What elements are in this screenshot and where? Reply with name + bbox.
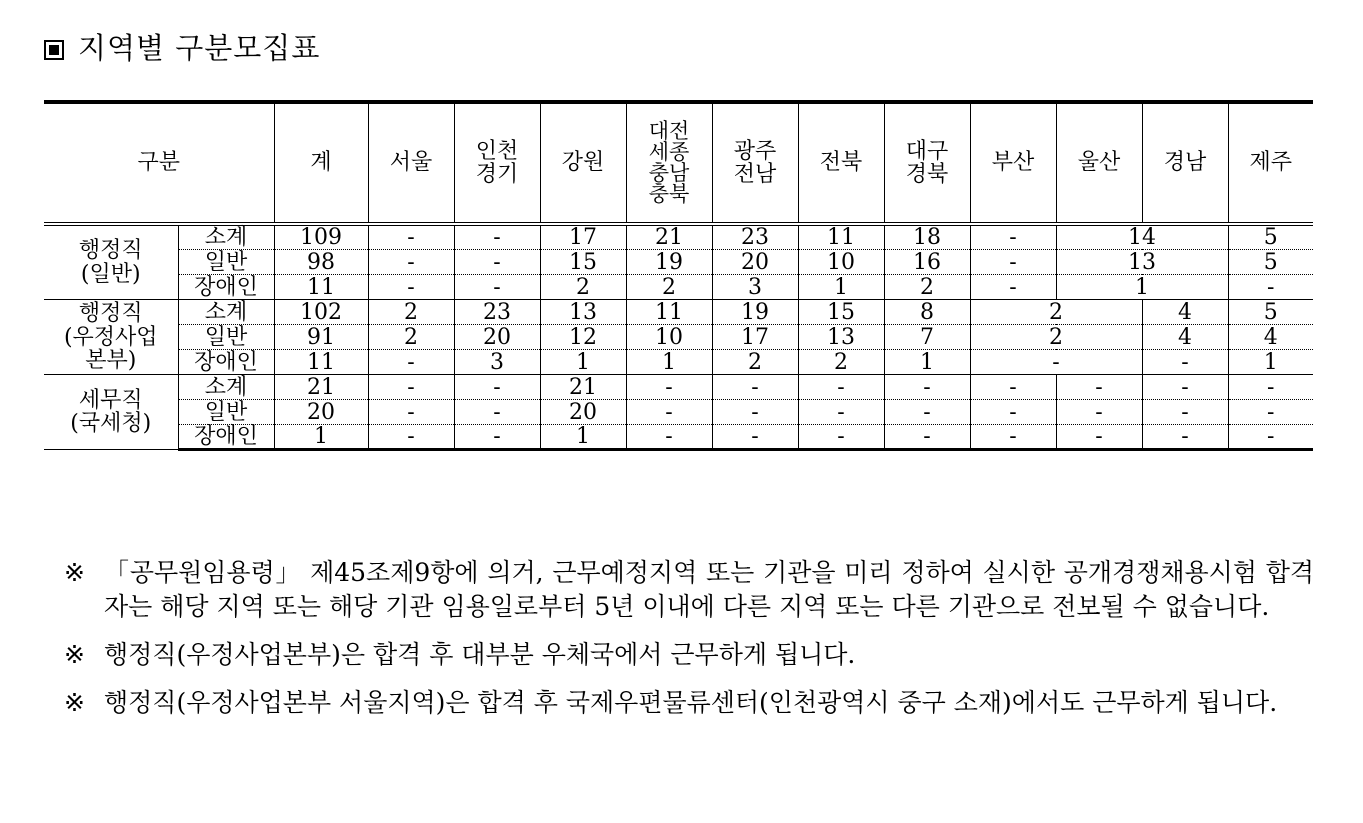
cell-jeju: - xyxy=(1228,400,1313,425)
table-row xyxy=(44,400,1313,425)
note-item xyxy=(64,556,1314,624)
cell-jeonbuk: 2 xyxy=(798,350,884,375)
cell-jeju: 4 xyxy=(1228,325,1313,350)
cell-busan-ulsan: - xyxy=(970,350,1142,375)
cell-total: 91 xyxy=(274,325,368,350)
cell-gwangju: 23 xyxy=(712,224,798,250)
cell-daegu: 8 xyxy=(884,300,970,325)
cell-jeonbuk: - xyxy=(798,425,884,450)
cell-gwangju: 19 xyxy=(712,300,798,325)
header-gyeongnam: 경남 xyxy=(1142,102,1228,224)
cell-gwangju: - xyxy=(712,400,798,425)
note-item xyxy=(64,686,1314,720)
cell-seoul: - xyxy=(368,400,454,425)
table-row xyxy=(44,425,1313,450)
cell-total: 109 xyxy=(274,224,368,250)
cell-daejeon: - xyxy=(626,375,712,400)
reference-mark-icon: ※ xyxy=(64,640,85,669)
cell-daejeon: - xyxy=(626,400,712,425)
cell-jeonbuk: - xyxy=(798,400,884,425)
cell-gangwon: 13 xyxy=(540,300,626,325)
header-group: 구분 xyxy=(44,102,274,224)
cell-gwangju: - xyxy=(712,425,798,450)
sub-label: 일반 xyxy=(178,325,274,350)
cell-total: 102 xyxy=(274,300,368,325)
cell-seoul: - xyxy=(368,425,454,450)
cell-gangwon: 2 xyxy=(540,275,626,300)
table-row xyxy=(44,325,1313,350)
header-row xyxy=(44,102,1313,224)
cell-gyeongnam: - xyxy=(1142,425,1228,450)
note-text: 「공무원임용령」 제45조제9항에 의거, 근무예정지역 또는 기관을 미리 정하여 실시한 공개경쟁채용시험 합격자는 해당 지역 또는 해당 기관 임용일로부터 5년 이내에 다른 지역 또는 다른 기관으로 전보될 수 없습니다. xyxy=(104,558,1314,621)
cell-ulsan-gyeongnam: 13 xyxy=(1056,250,1228,275)
cell-incheon: - xyxy=(454,425,540,450)
cell-jeju: 1 xyxy=(1228,350,1313,375)
header-incheon: 인천 경기 xyxy=(454,102,540,224)
sub-label: 소계 xyxy=(178,224,274,250)
cell-seoul: - xyxy=(368,375,454,400)
cell-busan-ulsan: 2 xyxy=(970,325,1142,350)
cell-seoul: 2 xyxy=(368,325,454,350)
header-busan: 부산 xyxy=(970,102,1056,224)
sub-label: 장애인 xyxy=(178,425,274,450)
cell-jeju: - xyxy=(1228,425,1313,450)
cell-busan: - xyxy=(970,250,1056,275)
note-item xyxy=(64,638,1314,672)
note-text: 행정직(우정사업본부 서울지역)은 합격 후 국제우편물류센터(인천광역시 중구 소재)에서도 근무하게 됩니다. xyxy=(104,688,1278,717)
cell-gyeongnam: - xyxy=(1142,375,1228,400)
cell-incheon: - xyxy=(454,275,540,300)
header-gwangju: 광주 전남 xyxy=(712,102,798,224)
cell-total: 20 xyxy=(274,400,368,425)
cell-ulsan: - xyxy=(1056,375,1142,400)
cell-daegu: - xyxy=(884,400,970,425)
sub-label: 장애인 xyxy=(178,350,274,375)
header-ulsan: 울산 xyxy=(1056,102,1142,224)
cell-busan: - xyxy=(970,425,1056,450)
cell-daegu: 7 xyxy=(884,325,970,350)
table-row xyxy=(44,250,1313,275)
cell-busan-ulsan: 2 xyxy=(970,300,1142,325)
cell-daejeon: 10 xyxy=(626,325,712,350)
reference-mark-icon: ※ xyxy=(64,688,85,717)
cell-jeonbuk: 15 xyxy=(798,300,884,325)
cell-total: 1 xyxy=(274,425,368,450)
cell-ulsan-gyeongnam: 14 xyxy=(1056,224,1228,250)
cell-seoul: - xyxy=(368,250,454,275)
cell-seoul: - xyxy=(368,224,454,250)
cell-daejeon: 19 xyxy=(626,250,712,275)
header-jeju: 제주 xyxy=(1228,102,1313,224)
cell-daegu: 18 xyxy=(884,224,970,250)
cell-seoul: - xyxy=(368,275,454,300)
cell-total: 11 xyxy=(274,275,368,300)
cell-ulsan: - xyxy=(1056,425,1142,450)
cell-daejeon: - xyxy=(626,425,712,450)
cell-busan: - xyxy=(970,224,1056,250)
cell-jeonbuk: - xyxy=(798,375,884,400)
header-jeonbuk: 전북 xyxy=(798,102,884,224)
table-row xyxy=(44,350,1313,375)
cell-busan: - xyxy=(970,400,1056,425)
sub-label: 일반 xyxy=(178,400,274,425)
cell-gwangju: 3 xyxy=(712,275,798,300)
cell-daegu: 2 xyxy=(884,275,970,300)
cell-jeonbuk: 11 xyxy=(798,224,884,250)
cell-busan: - xyxy=(970,375,1056,400)
cell-ulsan: - xyxy=(1056,400,1142,425)
cell-ulsan-gyeongnam: 1 xyxy=(1056,275,1228,300)
page-title-text: 지역별 구분모집표 xyxy=(78,31,321,65)
cell-gyeongnam: 4 xyxy=(1142,300,1228,325)
header-daegu: 대구 경북 xyxy=(884,102,970,224)
cell-gangwon: 1 xyxy=(540,350,626,375)
cell-gwangju: 2 xyxy=(712,350,798,375)
cell-gyeongnam: - xyxy=(1142,350,1228,375)
cell-daegu: - xyxy=(884,425,970,450)
cell-daegu: 16 xyxy=(884,250,970,275)
cell-gangwon: 20 xyxy=(540,400,626,425)
cell-incheon: 23 xyxy=(454,300,540,325)
cell-daejeon: 1 xyxy=(626,350,712,375)
table-row xyxy=(44,300,1313,325)
note-text: 행정직(우정사업본부)은 합격 후 대부분 우체국에서 근무하게 됩니다. xyxy=(104,640,856,669)
cell-total: 98 xyxy=(274,250,368,275)
sub-label: 소계 xyxy=(178,375,274,400)
notes-section xyxy=(64,556,1314,734)
table-row xyxy=(44,375,1313,400)
cell-jeonbuk: 1 xyxy=(798,275,884,300)
group-label: 행정직 (우정사업 본부) xyxy=(44,300,178,375)
group-label: 행정직 (일반) xyxy=(44,224,178,300)
cell-daejeon: 11 xyxy=(626,300,712,325)
cell-daegu: 1 xyxy=(884,350,970,375)
cell-incheon: - xyxy=(454,224,540,250)
cell-gangwon: 21 xyxy=(540,375,626,400)
black-square-icon xyxy=(44,40,64,60)
cell-jeju: - xyxy=(1228,275,1313,300)
header-total: 계 xyxy=(274,102,368,224)
cell-gwangju: 20 xyxy=(712,250,798,275)
cell-jeju: 5 xyxy=(1228,224,1313,250)
table-row xyxy=(44,224,1313,250)
page-title xyxy=(44,26,320,67)
cell-total: 21 xyxy=(274,375,368,400)
cell-jeju: 5 xyxy=(1228,300,1313,325)
cell-daegu: - xyxy=(884,375,970,400)
header-daejeon: 대전 세종 충남 충북 xyxy=(626,102,712,224)
cell-jeonbuk: 13 xyxy=(798,325,884,350)
sub-label: 일반 xyxy=(178,250,274,275)
sub-label: 소계 xyxy=(178,300,274,325)
cell-gyeongnam: 4 xyxy=(1142,325,1228,350)
cell-daejeon: 2 xyxy=(626,275,712,300)
cell-jeju: 5 xyxy=(1228,250,1313,275)
cell-seoul: 2 xyxy=(368,300,454,325)
header-seoul: 서울 xyxy=(368,102,454,224)
cell-total: 11 xyxy=(274,350,368,375)
cell-gwangju: 17 xyxy=(712,325,798,350)
cell-busan: - xyxy=(970,275,1056,300)
cell-gangwon: 17 xyxy=(540,224,626,250)
cell-incheon: - xyxy=(454,250,540,275)
cell-gangwon: 15 xyxy=(540,250,626,275)
cell-incheon: 20 xyxy=(454,325,540,350)
cell-jeonbuk: 10 xyxy=(798,250,884,275)
cell-seoul: - xyxy=(368,350,454,375)
cell-incheon: - xyxy=(454,375,540,400)
cell-incheon: 3 xyxy=(454,350,540,375)
header-gangwon: 강원 xyxy=(540,102,626,224)
cell-gangwon: 1 xyxy=(540,425,626,450)
table-row xyxy=(44,275,1313,300)
cell-gyeongnam: - xyxy=(1142,400,1228,425)
reference-mark-icon: ※ xyxy=(64,558,85,587)
cell-incheon: - xyxy=(454,400,540,425)
group-label: 세무직 (국세청) xyxy=(44,375,178,450)
cell-gwangju: - xyxy=(712,375,798,400)
sub-label: 장애인 xyxy=(178,275,274,300)
cell-jeju: - xyxy=(1228,375,1313,400)
recruitment-table xyxy=(44,100,1313,451)
cell-daejeon: 21 xyxy=(626,224,712,250)
cell-gangwon: 12 xyxy=(540,325,626,350)
